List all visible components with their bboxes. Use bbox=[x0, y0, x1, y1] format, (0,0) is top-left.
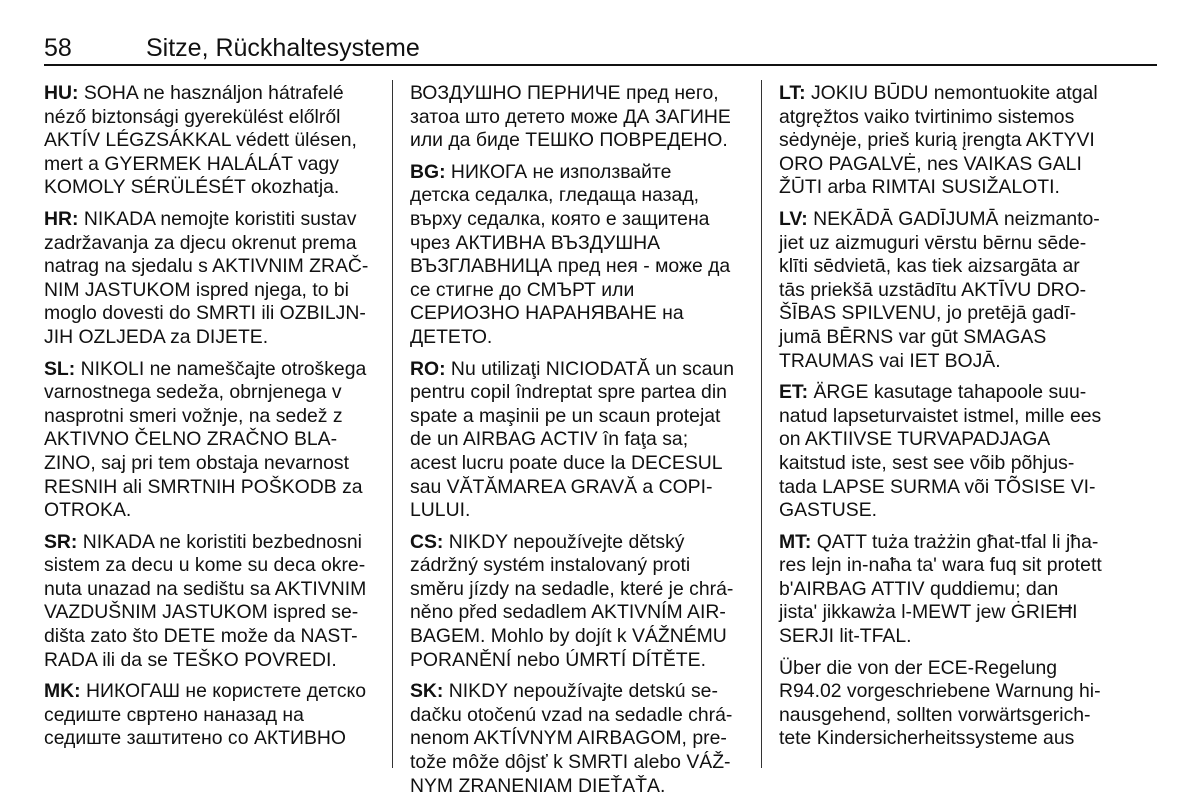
line-text: spate a maşinii pe un scaun protejat bbox=[410, 404, 721, 427]
line-text: чрез АКТИВНА ВЪЗДУШНА bbox=[410, 231, 661, 254]
text-line bbox=[44, 326, 380, 350]
line-text: sėdynėje, prieš kurią įrengta AKTYVI bbox=[779, 129, 1095, 152]
text-line bbox=[779, 129, 1115, 153]
text-line bbox=[779, 232, 1115, 256]
line-text: ВОЗДУШНО ПЕРНИЧЕ пред него, bbox=[410, 82, 719, 104]
line-text: jumā BĒRNS var gūt SMAGAS bbox=[779, 325, 1047, 348]
text-line bbox=[779, 208, 1115, 232]
text-line bbox=[410, 405, 746, 429]
line-text: RADA ili da se TEŠKO POVREDI. bbox=[44, 648, 337, 671]
text-line bbox=[410, 452, 746, 476]
line-text: nausgehend, sollten vorwärtsgerich- bbox=[779, 703, 1091, 726]
line-text: или да биде ТЕШКО ПОВРЕДЕНО. bbox=[410, 129, 728, 152]
line-text: néző biztonsági gyerekülést előlről bbox=[44, 105, 341, 128]
line-text: NIKADA ne koristiti bezbednosni bbox=[77, 530, 362, 553]
line-text: AKTIVNO ČELNO ZRAČNO BLA- bbox=[44, 428, 338, 451]
text-line bbox=[779, 499, 1115, 523]
warning-paragraph bbox=[44, 208, 380, 350]
text-line bbox=[410, 727, 746, 751]
line-text: детска седалка, гледаща назад, bbox=[410, 184, 700, 207]
language-code: MT: bbox=[779, 530, 812, 553]
text-line bbox=[44, 232, 380, 256]
line-text: върху седалка, която е защитена bbox=[410, 207, 710, 230]
line-text: ŽŪTI arba RIMTAI SUSIŽALOTI. bbox=[779, 176, 1060, 199]
text-line bbox=[410, 428, 746, 452]
chapter-title: Sitze, Rückhaltesysteme bbox=[146, 34, 420, 62]
text-line bbox=[779, 350, 1115, 374]
line-text: VAZDUŠNIM JASTUKOM ispred se- bbox=[44, 601, 359, 624]
text-line bbox=[779, 578, 1115, 602]
line-text: on AKTIIVSE TURVAPADJAGA bbox=[779, 428, 1051, 451]
line-text: GASTUSE. bbox=[779, 499, 878, 522]
line-text: moglo dovesti do SMRTI ili OZBILJN- bbox=[44, 302, 366, 325]
line-text: RESNIH ali SMRTNIH POŠKODB za bbox=[44, 475, 363, 498]
line-text: НИКОГА не използвайте bbox=[445, 160, 672, 183]
line-text: pentru copil îndreptat spre partea din bbox=[410, 381, 727, 404]
text-line bbox=[779, 476, 1115, 500]
text-line bbox=[410, 161, 746, 185]
line-text: NIM JASTUKOM ispred njega, to bi bbox=[44, 278, 349, 301]
text-line bbox=[44, 82, 380, 106]
line-text: NEKĀDĀ GADĪJUMĀ neizmanto- bbox=[807, 207, 1100, 230]
warning-paragraph bbox=[779, 381, 1115, 523]
text-line bbox=[44, 176, 380, 200]
line-text: JOKIU BŪDU nemontuokite atgal bbox=[805, 82, 1098, 104]
line-text: PORANĚNÍ nebo ÚMRTÍ DÍTĚTE. bbox=[410, 648, 706, 671]
text-line bbox=[44, 531, 380, 555]
warning-paragraph bbox=[44, 680, 380, 751]
text-line bbox=[410, 302, 746, 326]
page-number: 58 bbox=[44, 34, 72, 62]
language-code: MK: bbox=[44, 680, 81, 703]
text-line bbox=[410, 476, 746, 500]
line-text: JIH OZLJEDA za DIJETE. bbox=[44, 325, 269, 348]
text-line bbox=[779, 153, 1115, 177]
text-line bbox=[410, 499, 746, 523]
line-text: res lejn in-naħa ta' wara fuq sit protett bbox=[779, 554, 1102, 577]
text-line bbox=[44, 476, 380, 500]
text-line bbox=[779, 302, 1115, 326]
text-line bbox=[44, 255, 380, 279]
text-line bbox=[410, 381, 746, 405]
text-line bbox=[410, 680, 746, 704]
line-text: nenom AKTÍVNYM AIRBAGOM, pre- bbox=[410, 727, 727, 750]
text-line bbox=[44, 208, 380, 232]
line-text: затоа што детето може ДА ЗАГИНЕ bbox=[410, 105, 731, 128]
line-text: ZINO, saj pri tem obstaja nevarnost bbox=[44, 451, 349, 474]
language-code: BG: bbox=[410, 160, 446, 183]
text-line bbox=[44, 649, 380, 673]
line-text: varnostnega sedeža, obrnjenega v bbox=[44, 381, 342, 404]
line-text: natrag na sjedalu s AKTIVNIM ZRAČ- bbox=[44, 255, 369, 278]
line-text: седиште заштитено со АКТИВНО bbox=[44, 727, 346, 750]
warning-paragraph bbox=[410, 161, 746, 350]
column-3 bbox=[779, 82, 1115, 759]
line-text: BAGEM. Mohlo by dojít k VÁŽNÉMU bbox=[410, 625, 727, 648]
column-2 bbox=[410, 82, 746, 806]
text-line bbox=[779, 279, 1115, 303]
column-divider-2 bbox=[761, 80, 762, 768]
line-text: AKTÍV LÉGZSÁKKAL védett ülésen, bbox=[44, 129, 357, 152]
line-text: směru jízdy na sedadle, které je chrá- bbox=[410, 577, 734, 600]
warning-paragraph bbox=[779, 657, 1115, 751]
text-line bbox=[44, 578, 380, 602]
text-line bbox=[410, 531, 746, 555]
line-text: de un AIRBAG ACTIV în faţa sa; bbox=[410, 428, 689, 451]
text-line bbox=[44, 601, 380, 625]
line-text: QATT tuża trażżin għat-tfal li jħa- bbox=[811, 530, 1099, 553]
text-line bbox=[779, 727, 1115, 751]
line-text: jista' jikkawża l-MEWT jew ĠRIEĦI bbox=[779, 601, 1078, 624]
text-line bbox=[779, 452, 1115, 476]
line-text: dišta zato što DETE može da NAST- bbox=[44, 625, 358, 648]
text-line bbox=[779, 657, 1115, 681]
line-text: dačku otočenú vzad na sedadle chrá- bbox=[410, 703, 733, 726]
line-text: SERJI lit-TFAL. bbox=[779, 625, 912, 648]
line-text: ÄRGE kasutage tahapoole suu- bbox=[808, 381, 1087, 404]
language-code: SK: bbox=[410, 680, 444, 703]
line-text: natud lapseturvaistet istmel, mille ees bbox=[779, 404, 1102, 427]
line-text: TRAUMAS vai IET BOJĀ. bbox=[779, 349, 1001, 372]
line-text: ŠĪBAS SPILVENU, jo pretējā gadī- bbox=[779, 302, 1077, 325]
line-text: R94.02 vorgeschriebene Warnung hi- bbox=[779, 680, 1101, 703]
line-text: jiet uz aizmuguri vērstu bērnu sēde- bbox=[779, 231, 1087, 254]
text-line bbox=[410, 326, 746, 350]
text-line bbox=[44, 129, 380, 153]
line-text: седиште свртено наназад на bbox=[44, 703, 304, 726]
line-text: tete Kindersicherheitssysteme aus bbox=[779, 727, 1075, 750]
line-text: zádržný systém instalovaný proti bbox=[410, 554, 691, 577]
text-line bbox=[410, 704, 746, 728]
text-line bbox=[779, 176, 1115, 200]
text-line bbox=[779, 428, 1115, 452]
text-line bbox=[410, 208, 746, 232]
warning-paragraph bbox=[779, 531, 1115, 649]
text-line bbox=[44, 704, 380, 728]
line-text: СЕРИОЗНО НАРАНЯВАНЕ на bbox=[410, 302, 684, 325]
line-text: nuta unazad na sedištu sa AKTIVNIM bbox=[44, 577, 367, 600]
line-text: zadržavanja za djecu okrenut prema bbox=[44, 231, 357, 254]
line-text: NIKOLI ne nameščajte otroškega bbox=[75, 357, 367, 380]
line-text: sistem za decu u kome su deca okre- bbox=[44, 554, 366, 577]
line-text: Über die von der ECE-Regelung bbox=[779, 656, 1058, 679]
line-text: tās priekšā uzstādītu AKTĪVU DRO- bbox=[779, 278, 1087, 301]
line-text: NIKDY nepoužívajte detskú se- bbox=[443, 680, 718, 703]
language-code: HR: bbox=[44, 207, 79, 230]
text-line bbox=[410, 625, 746, 649]
warning-paragraph bbox=[779, 82, 1115, 200]
language-code: LT: bbox=[779, 82, 806, 104]
text-line bbox=[44, 106, 380, 130]
line-text: sau VĂTĂMAREA GRAVĂ a COPI- bbox=[410, 475, 713, 498]
line-text: NIKADA nemojte koristiti sustav bbox=[78, 207, 357, 230]
warning-paragraph bbox=[410, 358, 746, 523]
text-line bbox=[44, 302, 380, 326]
line-text: ДЕТЕТО. bbox=[410, 325, 493, 348]
language-code: HU: bbox=[44, 82, 79, 104]
text-line bbox=[44, 381, 380, 405]
line-text: NYM ZRANENIAM DIEŤAŤA. bbox=[410, 774, 666, 797]
line-text: SOHA ne használjon hátrafelé bbox=[78, 82, 344, 104]
text-line bbox=[410, 279, 746, 303]
text-line bbox=[44, 727, 380, 751]
text-line bbox=[410, 129, 746, 153]
text-line bbox=[44, 405, 380, 429]
line-text: tada LAPSE SURMA või TÕSISE VI- bbox=[779, 475, 1096, 498]
text-line bbox=[44, 279, 380, 303]
column-divider-1 bbox=[392, 80, 393, 768]
line-text: klīti sēdvietā, kas tiek aizsargāta ar bbox=[779, 255, 1080, 278]
line-text: mert a GYERMEK HALÁLÁT vagy bbox=[44, 152, 339, 175]
line-text: OTROKA. bbox=[44, 499, 132, 522]
line-text: KOMOLY SÉRÜLÉSÉT okozhatja. bbox=[44, 176, 340, 199]
language-code: SL: bbox=[44, 357, 76, 380]
line-text: tože môže dôjsť k SMRTI alebo VÁŽ- bbox=[410, 751, 731, 774]
text-line bbox=[410, 106, 746, 130]
line-text: ВЪЗГЛАВНИЦА пред нея - може да bbox=[410, 255, 731, 278]
text-line bbox=[44, 452, 380, 476]
text-line bbox=[410, 255, 746, 279]
text-line bbox=[779, 601, 1115, 625]
line-text: atgręžtos vaiko tvirtinimo sistemos bbox=[779, 105, 1075, 128]
text-line bbox=[779, 381, 1115, 405]
text-line bbox=[44, 554, 380, 578]
text-line bbox=[779, 680, 1115, 704]
text-line bbox=[410, 578, 746, 602]
language-code: ET: bbox=[779, 381, 809, 404]
line-text: acest lucru poate duce la DECESUL bbox=[410, 451, 723, 474]
warning-paragraph bbox=[410, 82, 746, 153]
text-line bbox=[779, 106, 1115, 130]
line-text: ORO PAGALVĖ, nes VAIKAS GALI bbox=[779, 152, 1082, 175]
text-line bbox=[779, 82, 1115, 106]
text-line bbox=[410, 554, 746, 578]
language-code: SR: bbox=[44, 530, 78, 553]
language-code: RO: bbox=[410, 357, 446, 380]
text-line bbox=[410, 751, 746, 775]
text-line bbox=[44, 680, 380, 704]
text-line bbox=[410, 649, 746, 673]
language-code: CS: bbox=[410, 530, 444, 553]
text-line bbox=[44, 358, 380, 382]
text-line bbox=[44, 153, 380, 177]
line-text: Nu utilizaţi NICIODATĂ un scaun bbox=[445, 357, 734, 380]
line-text: NIKDY nepoužívejte dětský bbox=[443, 530, 685, 553]
text-line bbox=[779, 255, 1115, 279]
warning-paragraph bbox=[779, 208, 1115, 373]
line-text: НИКОГАШ не користете детско bbox=[80, 680, 367, 703]
header-rule bbox=[44, 64, 1157, 66]
text-line bbox=[410, 184, 746, 208]
line-text: něno před sedadlem AKTIVNÍM AIR- bbox=[410, 601, 726, 624]
warning-paragraph bbox=[44, 82, 380, 200]
text-line bbox=[779, 704, 1115, 728]
text-line bbox=[779, 554, 1115, 578]
warning-paragraph bbox=[44, 358, 380, 523]
text-line bbox=[779, 405, 1115, 429]
text-line bbox=[410, 82, 746, 106]
text-line bbox=[410, 232, 746, 256]
line-text: се стигне до СМЪРТ или bbox=[410, 278, 635, 301]
line-text: b'AIRBAG ATTIV quddiemu; dan bbox=[779, 577, 1059, 600]
warning-paragraph bbox=[44, 531, 380, 673]
text-line bbox=[410, 358, 746, 382]
text-line bbox=[410, 775, 746, 799]
text-line bbox=[410, 601, 746, 625]
language-code: LV: bbox=[779, 207, 808, 230]
text-line bbox=[779, 625, 1115, 649]
warning-paragraph bbox=[410, 680, 746, 798]
text-line bbox=[44, 428, 380, 452]
text-line bbox=[44, 625, 380, 649]
text-line bbox=[44, 499, 380, 523]
line-text: nasprotni smeri vožnje, na sedež z bbox=[44, 404, 343, 427]
line-text: kaitstud iste, sest see võib põhjus- bbox=[779, 451, 1075, 474]
text-line bbox=[779, 326, 1115, 350]
text-line bbox=[779, 531, 1115, 555]
column-1 bbox=[44, 82, 380, 759]
warning-paragraph bbox=[410, 531, 746, 673]
line-text: LULUI. bbox=[410, 499, 471, 522]
